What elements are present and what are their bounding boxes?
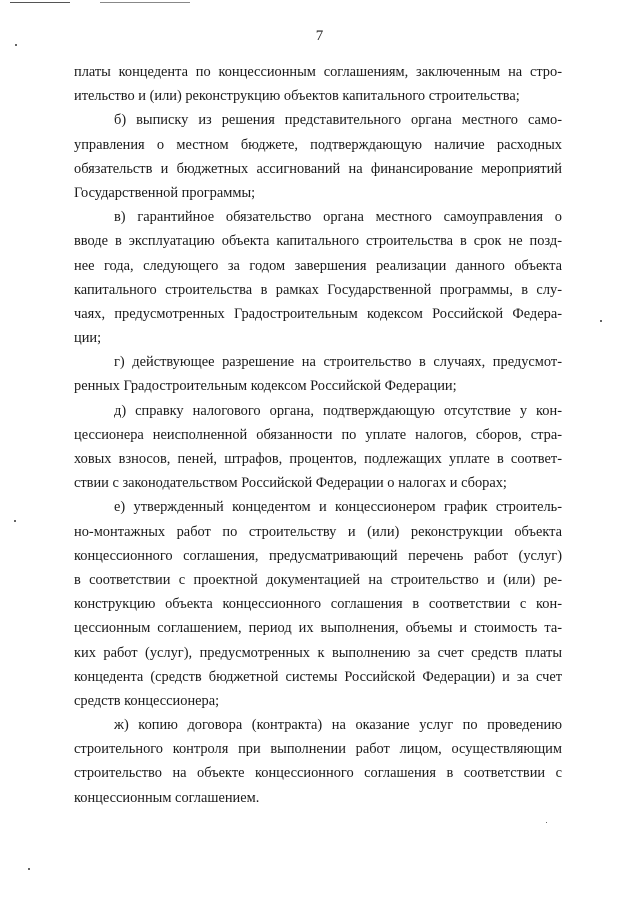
text-line: ительство и (или) реконструкцию объектов капитального строительства; <box>74 88 520 105</box>
text-line: концессионного соглашения, предусматривающий перечень работ (услуг) <box>74 547 562 564</box>
text-line: д) справку налогового органа, подтверждающую отсутствие у кон- <box>114 402 562 419</box>
text-line: ствии с законодательством Российской Федерации о налогах и сборах; <box>74 475 507 492</box>
text-line: г) действующее разрешение на строительство в случаях, предусмот- <box>114 354 562 371</box>
paragraph-zh <box>74 713 562 810</box>
text-line: обязательств и бюджетных ассигнований на финансирование мероприятий <box>74 160 562 177</box>
text-line: ренных Градостроительным кодексом Российской Федерации; <box>74 378 457 395</box>
text-line: управления о местном бюджете, подтверждающую наличие расходных <box>74 136 562 153</box>
paragraph-d <box>74 399 562 496</box>
text-line: концедента (средств бюджетной системы Российской Федерации) и за счет <box>74 668 562 685</box>
text-line: е) утвержденный концедентом и концессионером график строитель- <box>114 499 562 516</box>
scan-speck <box>15 44 17 46</box>
text-line: но-монтажных работ по строительству и (или) реконструкции объекта <box>74 523 562 540</box>
text-line: ховых взносов, пеней, штрафов, процентов, подлежащих уплате в соответ- <box>74 451 562 467</box>
text-line: концессионным соглашением. <box>74 789 260 806</box>
scan-speck <box>546 822 547 823</box>
text-line: ких работ (услуг), предусмотренных к выполнению за счет средств платы <box>74 644 562 661</box>
text-line: платы концедента по концессионным соглашениям, заключенным на стро- <box>74 64 562 80</box>
paragraph-g <box>74 350 562 398</box>
scan-speck <box>28 868 30 870</box>
text-line: строительного контроля при выполнении работ лицом, осуществляющим <box>74 741 562 758</box>
text-line: в соответствии с проектной документацией на строительство и (или) ре- <box>74 571 562 588</box>
scan-edge-mark <box>10 2 70 3</box>
page-number: 7 <box>315 28 324 44</box>
text-line: в) гарантийное обязательство органа местного самоуправления о <box>114 209 562 226</box>
paragraph-e <box>74 495 562 713</box>
text-line: капитального строительства в рамках Государственной программы, в слу- <box>74 281 562 298</box>
text-line: конструкцию объекта концессионного соглашения в соответствии с кон- <box>74 596 562 613</box>
text-line: ж) копию договора (контракта) на оказание услуг по проведению <box>114 717 562 734</box>
text-line: Государственной программы; <box>74 184 256 201</box>
scan-speck <box>600 320 602 322</box>
text-line: вводе в эксплуатацию объекта капитального строительства в срок не позд- <box>74 233 562 250</box>
scan-edge-mark <box>100 2 190 3</box>
text-line: чаях, предусмотренных Градостроительным кодексом Российской Федера- <box>74 305 562 322</box>
text-line: нее года, следующего за годом завершения реализации данного объекта <box>74 257 562 274</box>
text-line: ции; <box>74 330 102 347</box>
text-line: строительство на объекте концессионного соглашения в соответствии с <box>74 765 562 782</box>
scan-speck <box>14 520 16 522</box>
paragraph-v <box>74 205 562 350</box>
text-line: цессионера неисполненной обязанности по уплате налогов, сборов, стра- <box>74 426 562 443</box>
paragraph-continuation <box>74 60 562 108</box>
text-line: цессионным соглашением, период их выполнения, объемы и стоимость та- <box>74 620 562 637</box>
document-body <box>74 60 562 810</box>
text-line: средств концессионера; <box>74 692 220 709</box>
paragraph-b <box>74 108 562 205</box>
text-line: б) выписку из решения представительного органа местного само- <box>114 112 562 129</box>
